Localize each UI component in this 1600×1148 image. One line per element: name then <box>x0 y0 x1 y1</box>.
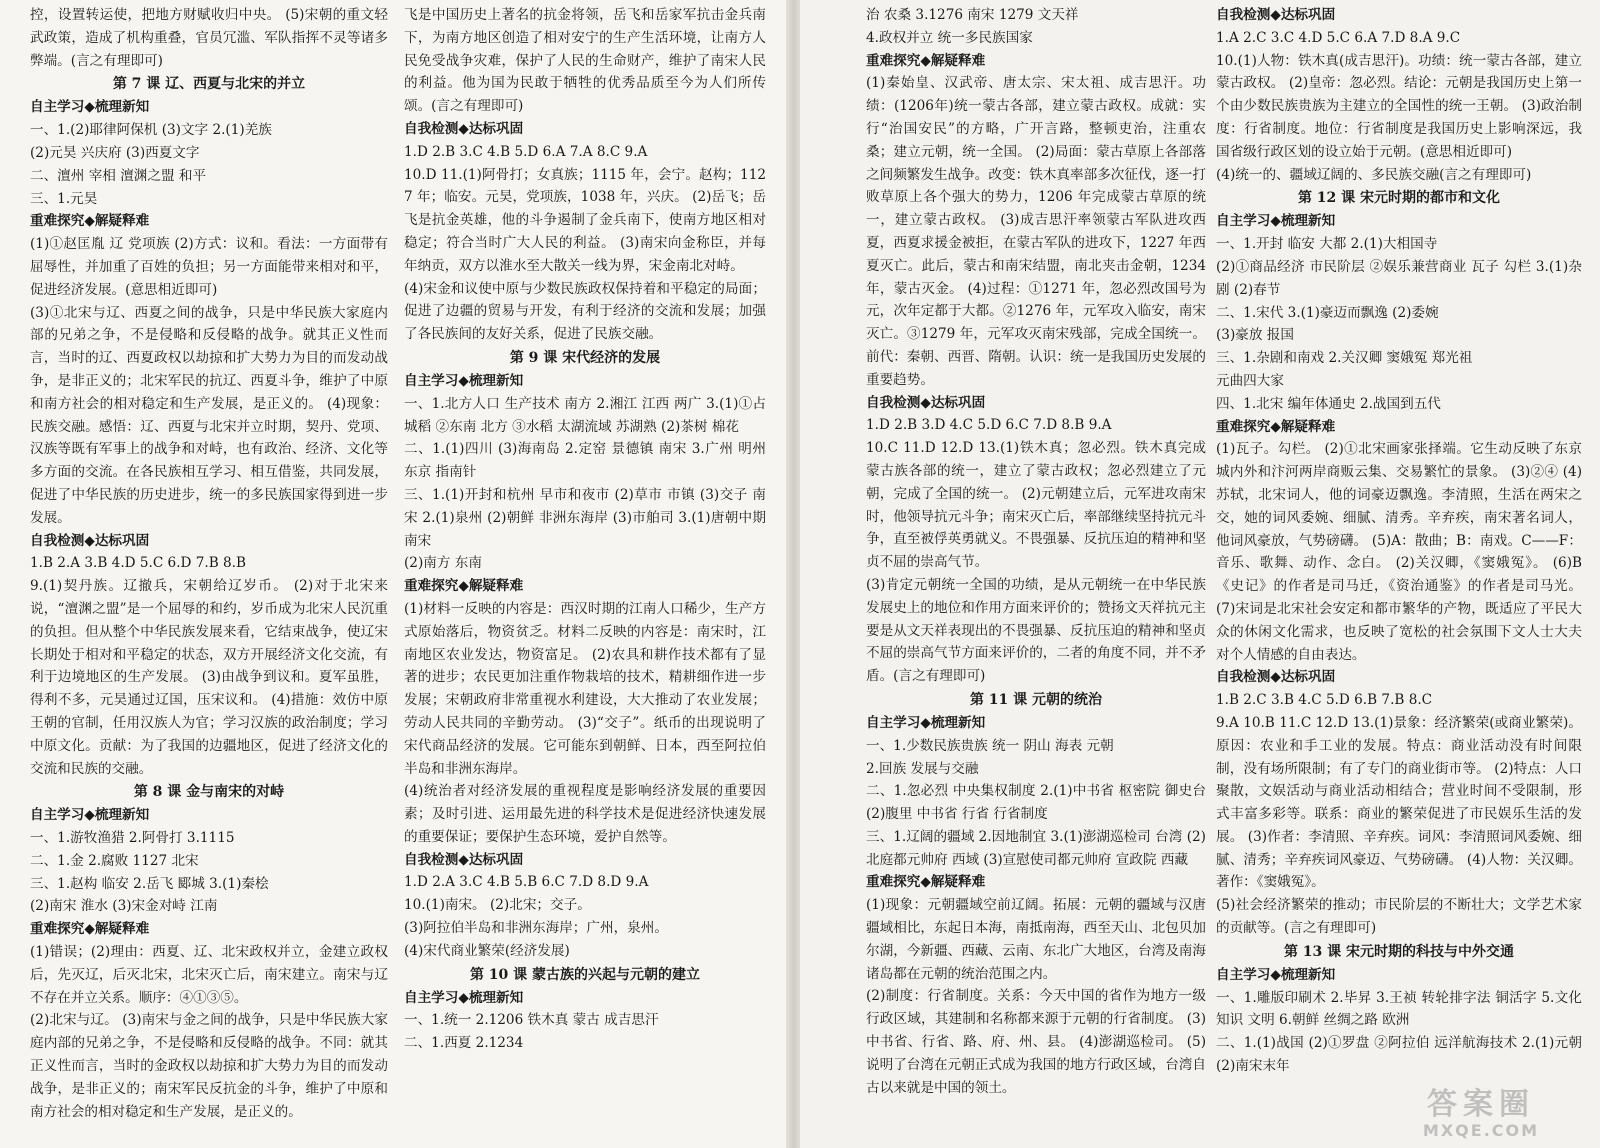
site-watermark-logo <box>1386 1088 1576 1142</box>
watermark-line-2: MXQE.COM <box>1422 1121 1540 1140</box>
answer-paragraph: (3)豪放 报国 <box>1216 327 1294 344</box>
answer-paragraph: 飞是中国历史上著名的抗金将领，岳飞和岳家军抗击金兵南下，为南方地区创造了相对安宁的生产生活环境，让南方人民免受战争灾难，保护了人民的生命财产，维护了南宋人民的利益。他为国为民敢于牺牲的优秀品质至今为人们所传颂。(言之有理即可) <box>404 7 766 115</box>
answer-paragraph: 10.D 11.(1)阿骨打；女真族；1115 年，会宁。赵构；1127 年；临安。元昊，党项族，1038 年，兴庆。 (2)岳飞；岳飞是抗金英雄，他的斗争遏制了金兵南下，使南方地区相对稳定；符合当时广大人民的利益。 (3)南宋向金称臣，并每年纳贡，双方以淮水至大散关一线为界，宋金南北对峙。 <box>404 166 766 274</box>
section-heading: 自主学习◆梳理新知 <box>1216 213 1336 230</box>
section-heading: 重难探究◆解疑释难 <box>404 578 524 595</box>
answer-paragraph: 三、1.赵构 临安 2.岳飞 郾城 3.(1)秦桧 <box>30 875 269 892</box>
answer-paragraph: 二、1.金 2.腐败 1127 北宋 <box>30 852 199 869</box>
answer-paragraph: 一、1.少数民族贵族 统一 阴山 海表 元朝 <box>866 737 1114 754</box>
answer-paragraph: 1.B 2.A 3.B 4.D 5.C 6.D 7.B 8.B <box>30 555 246 572</box>
section-heading: 自主学习◆梳理新知 <box>1216 966 1336 983</box>
answer-paragraph: (1)瓦子。勾栏。 (2)①北宋画家张择端。它生动反映了东京城内外和汴河两岸商贩云集、交易繁忙的景象。 (3)②④ (4)苏轼，北宋词人，他的词豪迈飘逸。李清照，生活在两宋之交，她的词风委婉、细腻、清秀。辛弃疾，南宋著名词人，他词风豪放，气势磅礴。 (5)A：散曲；B：南戏。C——F：音乐、歌舞、动作、念白。 (2)关汉卿，《窦娥冤》。 (6)B《史记》的作者是司马迁，《资治通鉴》的作者是司马光。 (7)宋词是北宋社会安定和都市繁华的产物，既适应了平民大众的休闲文化需求，也反映了宽松的社会氛围下文人士大夫对个人情感的自由表达。 <box>1216 441 1582 663</box>
lesson-title: 第 11 课 元朝的统治 <box>969 691 1103 708</box>
section-heading: 自我检测◆达标巩固 <box>1216 7 1336 23</box>
section-heading: 自我检测◆达标巩固 <box>30 532 150 549</box>
left-page-column-2 <box>404 4 766 1148</box>
section-heading: 重难探究◆解疑释难 <box>866 874 986 891</box>
answer-paragraph: (2)①商品经济 市民阶层 ②娱乐兼营商业 瓦子 勾栏 3.(1)杂剧 (2)春节 <box>1216 258 1582 298</box>
section-heading: 自我检测◆达标巩固 <box>404 120 524 137</box>
answer-paragraph: (1)现象：元朝疆域空前辽阔。拓展：元朝的疆域与汉唐疆域相比，东起日本海，南抵南海，西至天山、北包贝加尔湖，今新疆、西藏、云南、东北广大地区，台湾及南海诸岛都在元朝的统治范围之内。 <box>866 897 1206 982</box>
answer-paragraph: (1)秦始皇、汉武帝、唐太宗、宋太祖、成吉思汗。功绩：(1206年)统一蒙古各部，建立蒙古政权。成就：实行“治国安民”的方略，广开言路，整顿吏治，注重农桑；建立元朝，统一全国。 (2)局面：蒙古草原上各部落之间频繁发生战争。改变：铁木真率部多次征伐，逐一打败草原上各个强大的势力，1206 年完成蒙古草原的统一，建立蒙古政权。 (3)成吉思汗率领蒙古军队进攻西夏，西夏求援金被拒，在蒙古军队的进攻下，1227 年西夏灭亡。此后，蒙古和南宋结盟，南北夹击金朝，1234 年，蒙古灭金。 (4)过程：①1271 年，忽必烈改国号为元，次年定都于大都。②1276 年，元军攻入临安，南宋灭亡。③1279 年，元军攻灭南宋残部，完成全国统一。前代：秦朝、西晋、隋朝。认识：统一是我国历史发展的重要趋势。 <box>866 75 1206 388</box>
section-heading: 自主学习◆梳理新知 <box>404 372 524 389</box>
answer-paragraph: 二、澶州 宰相 澶渊之盟 和平 <box>30 167 207 184</box>
watermark-line-1: 答案圈 <box>1427 1087 1535 1122</box>
answer-paragraph: 1.D 2.A 3.C 4.B 5.B 6.C 7.D 8.D 9.A <box>404 874 649 891</box>
answer-paragraph: 四、1.北宋 编年体通史 2.战国到五代 <box>1216 395 1441 412</box>
answer-paragraph: 1.D 2.B 3.D 4.C 5.D 6.C 7.D 8.B 9.A <box>866 417 1112 434</box>
section-heading: 自主学习◆梳理新知 <box>866 714 986 731</box>
section-heading: 自我检测◆达标巩固 <box>404 851 524 868</box>
answer-paragraph: 9.A 10.B 11.C 12.D 13.(1)景象：经济繁荣(或商业繁荣)。原因：农业和手工业的发展。特点：商业活动没有时间限制，没有场所限制；有了专门的商业街市等。 (2)特点：人口聚散，文娱活动与商业活动相结合；营业时间不受限制，形式丰富多彩等。联系：商业的繁荣促进了市民娱乐生活的发展。 (3)作者：李清照、辛弃疾。词风：李清照词风委婉、细腻、清秀；辛弃疾词风豪迈、气势磅礴。 (4)人物：关汉卿。著作：《窦娥冤》。 <box>1216 714 1582 891</box>
answer-paragraph: 一、1.北方人口 生产技术 南方 2.湘江 江西 两广 3.(1)①占城稻 ②东南 北方 ③水稻 太湖流域 苏湖熟 (2)茶树 棉花 <box>404 395 766 435</box>
answer-paragraph: 一、1.(2)耶律阿保机 (3)文字 2.(1)羌族 <box>30 122 272 139</box>
answer-paragraph: (1)①赵匡胤 辽 党项族 (2)方式：议和。看法：一方面带有屈辱性，并加重了百姓的负担；另一方面能带来相对和平，促进经济发展。(意思相近即可) <box>30 236 388 298</box>
answer-paragraph: 三、1.杂剧和南戏 2.关汉卿 窦娥冤 郑光祖 <box>1216 350 1473 367</box>
answer-paragraph: 二、1.西夏 2.1234 <box>404 1035 524 1052</box>
answer-paragraph: (4)宋金和议使中原与少数民族政权保持着和平稳定的局面；促进了边疆的贸易与开发，有利于经济的交流和发展；加强了各民族间的友好关系，促进了民族交融。 <box>404 280 766 343</box>
answer-paragraph: (1)材料一反映的内容是：西汉时期的江南人口稀少，生产方式原始落后，物资贫乏。材料二反映的内容是：南宋时，江南地区农业发达，物资富足。 (2)农具和耕作技术都有了显著的进步；农民更加注重作物栽培的技术，精耕细作进一步发展；宋朝政府非常重视水利建设，大大推动了农业发展；劳动人民共同的辛勤劳动。 (3)“交子”。纸币的出现说明了宋代商品经济的发展。它可能东到朝鲜、日本，西至阿拉伯半岛和非洲东海岸。 <box>404 600 766 777</box>
answer-paragraph: (1)错误；(2)理由：西夏、辽、北宋政权并立，金建立政权后，先灭辽，后灭北宋，北宋灭亡后，南宋建立。南宋与辽不存在并立关系。顺序：④①③⑤。 <box>30 944 388 1006</box>
left-page <box>0 0 788 1148</box>
lesson-title: 第 7 课 辽、西夏与北宋的并立 <box>112 76 306 93</box>
answer-paragraph: (4)统治者对经济发展的重视程度是影响经济发展的重要因素；及时引进、运用最先进的科学技术是促进经济快速发展的重要保证；要保护生态环境，爱护自然等。 <box>404 783 766 845</box>
answer-paragraph: 10.C 11.D 12.D 13.(1)铁木真；忽必烈。铁木真完成蒙古族各部的统一，建立了蒙古政权；忽必烈建立了元朝，完成了全国的统一。 (2)元朝建立后，元军进攻南宋时，他领导抗元斗争；南宋灭亡后，率部继续坚持抗元斗争，直至被俘英勇就义。不畏强暴、反抗压迫的精神和坚贞不屈的崇高气节。 <box>866 440 1206 571</box>
answer-paragraph: 9.(1)契丹族。辽撤兵，宋朝给辽岁币。 (2)对于北宋来说，“澶渊之盟”是一个屈辱的和约，岁币成为北宋人民沉重的负担。但从整个中华民族发展来看，它结束战争，使辽宋长期处于相对和平稳定的状态，双方开展经济文化交流，有利于边境地区的生产发展。 (3)由战争到议和。夏军虽胜，得利不多，元昊通过辽国，压宋议和。 (4)措施：效仿中原王朝的官制，任用汉族人为官；学习汉族的政治制度；学习中原文化。贡献：为了我国的边疆地区，促进了经济文化的交流和民族的交融。 <box>30 578 388 777</box>
answer-paragraph: 一、1.雕版印刷术 2.毕昇 3.王祯 转轮排字法 铜活字 5.文化知识 文明 6.朝鲜 丝绸之路 欧洲 <box>1216 989 1582 1029</box>
answer-paragraph: 二、1.(1)战国 (2)①罗盘 ②阿拉伯 远洋航海技术 2.(1)元朝 (2)南宋末年 <box>1216 1035 1582 1075</box>
answer-paragraph: 4.政权并立 统一多民族国家 <box>866 29 1033 46</box>
section-heading: 自主学习◆梳理新知 <box>30 807 150 824</box>
lesson-title: 第 10 课 蒙古族的兴起与元朝的建立 <box>469 966 701 983</box>
lesson-title: 第 12 课 宋元时期的都市和文化 <box>1297 190 1501 207</box>
lesson-title: 第 8 课 金与南宋的对峙 <box>133 784 285 801</box>
answer-paragraph: 二、1.(1)四川 (3)海南岛 2.定窑 景德镇 南宋 3.广州 明州 东京 指南针 <box>404 441 766 481</box>
answer-paragraph: 1.A 2.C 3.C 4.D 5.C 6.A 7.D 8.A 9.C <box>1216 29 1461 46</box>
answer-paragraph: (2)元昊 兴庆府 (3)西夏文字 <box>30 144 200 161</box>
answer-paragraph: (4)统一的、疆域辽阔的、多民族交融(言之有理即可) <box>1216 166 1532 183</box>
answer-paragraph: (3)①北宋与辽、西夏之间的战争，只是中华民族大家庭内部的兄弟之争，不是侵略和反侵略的战争。就其正义性而言，当时的辽、西夏政权以劫掠和扩大势力为目的而发动战争，是非正义的；北宋军民的抗辽、西夏斗争，维护了中原和南方社会的相对稳定和生产发展，是正义的。 (4)现象：民族交融。感悟：辽、西夏与北宋并立时期，契丹、党项、汉族等既有军事上的战争和对峙，也有政治、经济、文化等多方面的交流。在各民族相互学习、相互借鉴，共同发展，促进了中华民族的历史进步，统一的多民族国家得到进一步发展。 <box>30 304 388 526</box>
answer-paragraph: 一、1.游牧渔猎 2.阿骨打 3.1115 <box>30 830 235 847</box>
section-heading: 重难探究◆解疑释难 <box>30 921 150 938</box>
section-heading: 自我检测◆达标巩固 <box>1216 669 1336 686</box>
answer-paragraph: 10.(1)人物：铁木真(成吉思汗)。功绩：统一蒙古各部，建立蒙古政权。 (2)皇帝：忽必烈。结论：元朝是我国历史上第一个由少数民族贵族为主建立的全国性的统一王朝。 (3)政治制度：行省制度。地位：行省制度是我国历史上影响深远，我国省级行政区划的设立始于元朝。(意思相近即可) <box>1216 52 1582 160</box>
answer-paragraph: 一、1.开封 临安 大都 2.(1)大相国寺 <box>1216 236 1438 253</box>
answer-paragraph: 二、1.宋代 3.(1)豪迈而飘逸 (2)委婉 <box>1216 304 1439 321</box>
answer-paragraph: 1.B 2.C 3.B 4.C 5.D 6.B 7.B 8.C <box>1216 692 1433 709</box>
answer-paragraph: (2)北宋与辽。 (3)南宋与金之间的战争，只是中华民族大家庭内部的兄弟之争，不是侵略和反侵略的战争。不同：就其正义性而言，当时的金政权以劫掠和扩大势力为目的而发动战争，是非正义的；南宋军民反抗金的斗争，维护了中原和南方社会的相对稳定和生产发展，是正义的。 <box>30 1012 388 1120</box>
answer-paragraph: 10.(1)南宋。 (2)北宋；交子。 <box>404 897 591 914</box>
answer-paragraph: 控，设置转运使，把地方财赋收归中央。 (5)宋朝的重文轻武政策，造成了机构重叠，官员冗滥、军队指挥不灵等诸多弊端。(言之有理即可) <box>30 7 388 69</box>
section-heading: 重难探究◆解疑释难 <box>30 213 150 230</box>
left-page-column-1 <box>30 4 388 1148</box>
answer-paragraph: 三、1.元昊 <box>30 190 98 207</box>
answer-paragraph: (5)社会经济繁荣的推动；市民阶层的不断壮大；文学艺术家的贡献等。(言之有理即可) <box>1216 897 1582 937</box>
answer-paragraph: (3)肯定元朝统一全国的功绩，是从元朝统一在中华民族发展史上的地位和作用方面来评价的；赞扬文天祥抗元主要是从文天祥表现出的不畏强暴、反抗压迫的精神和坚贞不屈的崇高气节方面来评价的，二者的角度不同，并不矛盾。(言之有理即可) <box>866 576 1206 685</box>
answer-paragraph: 元曲四大家 <box>1216 372 1284 389</box>
section-heading: 自主学习◆梳理新知 <box>404 989 524 1006</box>
right-page <box>800 0 1600 1148</box>
section-heading: 重难探究◆解疑释难 <box>866 52 986 69</box>
answer-paragraph: (2)南方 东南 <box>404 555 482 572</box>
answer-paragraph: 2.回族 发展与交融 <box>866 760 979 777</box>
lesson-title: 第 9 课 宋代经济的发展 <box>509 349 661 366</box>
right-page-column-1 <box>866 4 1206 1148</box>
lesson-title: 第 13 课 宋元时期的科技与中外交通 <box>1283 943 1515 960</box>
answer-paragraph: 一、1.统一 2.1206 铁木真 蒙古 成吉思汗 <box>404 1012 659 1029</box>
answer-paragraph: 二、1.忽必烈 中央集权制度 2.(1)中书省 枢密院 御史台 (2)腹里 中书省 行省 行省制度 <box>866 783 1206 823</box>
answer-paragraph: (2)制度：行省制度。关系：今天中国的省作为地方一级行政区域，其建制和名称都来源于元朝的行省制度。 (3)中书省、行省、路、府、州、县。 (4)澎湖巡检司。 (5)说明了台湾在元朝正式成为我国的地方行政区域，台湾自古以来就是中国的领土。 <box>866 988 1206 1096</box>
answer-paragraph: (4)宋代商业繁荣(经济发展) <box>404 942 570 959</box>
answer-paragraph: (3)阿拉伯半岛和非洲东海岸；广州，泉州。 <box>404 920 668 937</box>
right-page-column-2 <box>1216 4 1582 1148</box>
answer-paragraph: 三、1.辽阔的疆域 2.因地制宜 3.(1)澎湖巡检司 台湾 (2)北庭都元帅府 西域 (3)宣慰使司都元帅府 宣政院 西藏 <box>866 828 1206 868</box>
section-heading: 自我检测◆达标巩固 <box>866 394 986 411</box>
answer-paragraph: 治 农桑 3.1276 南宋 1279 文天祥 <box>866 7 1079 23</box>
answer-paragraph: (2)南宋 淮水 (3)宋金对峙 江南 <box>30 898 218 915</box>
section-heading: 自主学习◆梳理新知 <box>30 99 150 116</box>
answer-paragraph: 1.D 2.B 3.C 4.B 5.D 6.A 7.A 8.C 9.A <box>404 143 648 160</box>
answer-paragraph: 三、1.(1)开封和杭州 早市和夜市 (2)草市 市镇 (3)交子 南宋 2.(1)泉州 (2)朝鲜 非洲东海岸 (3)市舶司 3.(1)唐朝中期 南宋 <box>404 486 766 549</box>
section-heading: 重难探究◆解疑释难 <box>1216 418 1336 435</box>
